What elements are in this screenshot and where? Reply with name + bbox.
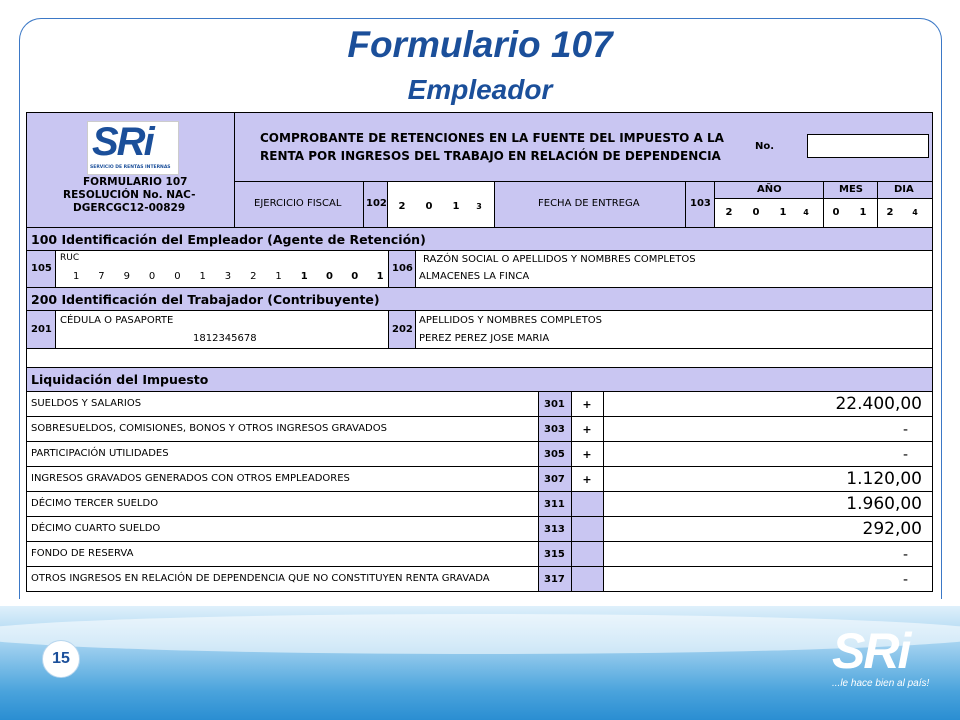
liquidation-code-cell: [538, 566, 572, 592]
year-digit: 2: [725, 207, 733, 218]
employer-name-label: RAZÓN SOCIAL O APELLIDOS Y NOMBRES COMPLETOS: [423, 254, 696, 265]
employer-section-header: [26, 227, 933, 251]
employer-section-title: 100 Identificación del Empleador (Agente de Retención): [31, 232, 426, 247]
liquidation-sign-cell: [571, 391, 604, 417]
delivery-label: FECHA DE ENTREGA: [538, 198, 640, 209]
liquidation-sign-cell: [571, 466, 604, 492]
liquidation-value-field[interactable]: [603, 541, 933, 567]
fiscal-code-cell: [363, 181, 388, 228]
ruc-label: RUC: [60, 253, 80, 263]
delivery-code-cell: [685, 181, 715, 228]
delivery-day-field[interactable]: [877, 198, 933, 228]
fiscal-digit: 1: [452, 201, 460, 212]
day-header: [877, 181, 933, 199]
fiscal-label: EJERCICIO FISCAL: [254, 198, 342, 209]
employer-name-field[interactable]: [415, 250, 933, 288]
ruc-digit: 1: [73, 271, 80, 282]
fiscal-digit: 0: [425, 201, 433, 212]
worker-name-value: PEREZ PEREZ JOSE MARIA: [419, 333, 550, 344]
liquidation-code: 303: [544, 424, 565, 435]
fiscal-label-cell: [234, 181, 364, 228]
liquidation-value: -: [902, 447, 908, 463]
form-title-line2: RENTA POR INGRESOS DEL TRABAJO EN RELACIÓN DE DEPENDENCIA: [260, 149, 721, 163]
day-digit: 2: [886, 207, 894, 218]
form-logo-block: [26, 112, 235, 228]
liquidation-value: 1.960,00: [846, 494, 922, 514]
worker-id-field[interactable]: [55, 310, 389, 349]
fiscal-year-field[interactable]: [387, 181, 495, 228]
liquidation-value-field[interactable]: [603, 466, 933, 492]
fiscal-digit: 2: [398, 201, 406, 212]
liquidation-value-field[interactable]: [603, 491, 933, 517]
liquidation-sign-cell: [571, 441, 604, 467]
liquidation-code-cell: [538, 466, 572, 492]
liquidation-sign-cell: [571, 566, 604, 592]
worker-name-field[interactable]: [415, 310, 933, 349]
footer-wave: [0, 614, 960, 654]
ruc-digit: 0: [326, 271, 333, 282]
sri-logo-tagline: SERVICIO DE RENTAS INTERNAS: [90, 165, 171, 170]
ruc-code-cell: [26, 250, 56, 288]
liquidation-code: 317: [544, 574, 565, 585]
worker-name-code: 202: [392, 324, 413, 335]
year-label: AÑO: [757, 184, 782, 195]
liquidation-sign: +: [582, 448, 592, 461]
month-digit: 0: [832, 207, 840, 218]
day-label: DIA: [894, 184, 914, 195]
sri-logo: [87, 121, 179, 175]
form-title-block: [234, 112, 933, 182]
liquidation-value: -: [902, 422, 908, 438]
ruc-digit: 1: [376, 271, 384, 282]
month-label: MES: [839, 184, 863, 195]
form-title-line1: COMPROBANTE DE RETENCIONES EN LA FUENTE DEL IMPUESTO A LA: [260, 131, 724, 145]
liquidation-value-field[interactable]: [603, 516, 933, 542]
liquidation-label: SOBRESUELDOS, COMISIONES, BONOS Y OTROS INGRESOS GRAVADOS: [31, 423, 387, 434]
ruc-digit: 1: [275, 271, 282, 282]
year-digit: 0: [752, 207, 760, 218]
liquidation-sign-cell: [571, 491, 604, 517]
year-header: [714, 181, 824, 199]
day-digit-small: 4: [912, 208, 918, 217]
worker-id-code: 201: [31, 324, 52, 335]
liquidation-code-cell: [538, 441, 572, 467]
page-number: 15: [42, 640, 80, 678]
liquidation-sign-cell: [571, 416, 604, 442]
worker-id-code-cell: [26, 310, 56, 349]
liquidation-code: 315: [544, 549, 565, 560]
worker-name-code-cell: [388, 310, 416, 349]
liquidation-value: -: [902, 572, 908, 588]
month-header: [823, 181, 878, 199]
liquidation-label: OTROS INGRESOS EN RELACIÓN DE DEPENDENCIA QUE NO CONSTITUYEN RENTA GRAVADA: [31, 573, 490, 584]
liquidation-value: 1.120,00: [846, 469, 922, 489]
worker-id-label: CÉDULA O PASAPORTE: [60, 315, 174, 326]
liquidation-code-cell: [538, 516, 572, 542]
delivery-year-field[interactable]: [714, 198, 824, 228]
sri-logo-text: SRi: [92, 120, 153, 164]
fiscal-digit-small: 3: [476, 202, 482, 211]
liquidation-sign-cell: [571, 541, 604, 567]
form-name: FORMULARIO 107: [83, 176, 188, 188]
resolution-line1: RESOLUCIÓN No. NAC-: [63, 189, 196, 201]
brand-slogan: ...le hace bien al país!: [832, 678, 930, 689]
liquidation-sign: +: [582, 423, 592, 436]
year-digit-small: 4: [803, 208, 809, 217]
ruc-digit: 7: [98, 271, 105, 282]
no-label: No.: [755, 141, 775, 152]
liquidation-sign: +: [582, 473, 592, 486]
fiscal-code: 102: [366, 198, 387, 209]
liquidation-sign: +: [582, 398, 592, 411]
liquidation-label: SUELDOS Y SALARIOS: [31, 398, 142, 409]
brand-logo: SRi: [832, 623, 910, 679]
liquidation-label-cell: [26, 441, 539, 467]
liquidation-section-header: [26, 367, 933, 392]
employer-name-code: 106: [392, 263, 413, 274]
ruc-digit: 3: [224, 271, 232, 282]
liquidation-value-field[interactable]: [603, 441, 933, 467]
liquidation-label: PARTICIPACIÓN UTILIDADES: [31, 448, 169, 459]
delivery-code: 103: [690, 198, 711, 209]
ruc-digit: 0: [148, 271, 156, 282]
month-digit: 1: [859, 207, 867, 218]
ruc-code: 105: [31, 263, 52, 274]
liquidation-code-cell: [538, 541, 572, 567]
liquidation-section-title: Liquidación del Impuesto: [31, 372, 209, 387]
liquidation-code: 301: [544, 399, 565, 410]
liquidation-code-cell: [538, 391, 572, 417]
liquidation-value: 22.400,00: [835, 394, 922, 414]
ruc-digit: 2: [250, 271, 257, 282]
resolution-line2: DGERCGC12-00829: [73, 202, 186, 214]
worker-section-header: [26, 287, 933, 311]
liquidation-value-field[interactable]: [603, 566, 933, 592]
liquidation-code: 307: [544, 474, 565, 485]
liquidation-label: INGRESOS GRAVADOS GENERADOS CON OTROS EMPLEADORES: [31, 473, 350, 484]
liquidation-code-cell: [538, 416, 572, 442]
ruc-field[interactable]: [55, 250, 389, 288]
liquidation-code: 305: [544, 449, 565, 460]
worker-id-value: 1812345678: [193, 333, 257, 344]
ruc-digit: 1: [300, 271, 308, 282]
ruc-digit: 9: [123, 271, 130, 282]
liquidation-label-cell: [26, 391, 539, 417]
worker-name-label: APELLIDOS Y NOMBRES COMPLETOS: [419, 315, 603, 326]
slide-subtitle: Empleador: [407, 74, 553, 105]
employer-name-code-cell: [388, 250, 416, 288]
ruc-digit: 1: [199, 271, 206, 282]
worker-section-title: 200 Identificación del Trabajador (Contribuyente): [31, 292, 380, 307]
liquidation-label: DÉCIMO CUARTO SUELDO: [31, 523, 161, 534]
liquidation-label-cell: [26, 416, 539, 442]
liquidation-label: DÉCIMO TERCER SUELDO: [31, 498, 159, 509]
liquidation-code: 313: [544, 524, 565, 535]
blank-separator-row: [26, 348, 933, 368]
liquidation-label: FONDO DE RESERVA: [31, 548, 134, 559]
liquidation-label-cell: [26, 491, 539, 517]
liquidation-value-field[interactable]: [603, 416, 933, 442]
form-107: [26, 112, 933, 596]
employer-name-value: ALMACENES LA FINCA: [419, 271, 530, 282]
liquidation-label-cell: [26, 541, 539, 567]
liquidation-value: 292,00: [862, 519, 922, 539]
liquidation-label-cell: [26, 466, 539, 492]
liquidation-label-cell: [26, 566, 539, 592]
delivery-label-cell: [494, 181, 686, 228]
no-field[interactable]: [807, 134, 929, 158]
year-digit: 1: [779, 207, 787, 218]
slide-title: Formulario 107: [347, 24, 613, 65]
delivery-month-field[interactable]: [823, 198, 878, 228]
liquidation-code: 311: [544, 499, 565, 510]
liquidation-label-cell: [26, 516, 539, 542]
liquidation-value: -: [902, 547, 908, 563]
ruc-digit: 0: [174, 271, 181, 282]
liquidation-value-field[interactable]: [603, 391, 933, 417]
ruc-digit: 0: [351, 271, 359, 282]
footer-band: [0, 606, 960, 720]
liquidation-sign-cell: [571, 516, 604, 542]
liquidation-code-cell: [538, 491, 572, 517]
